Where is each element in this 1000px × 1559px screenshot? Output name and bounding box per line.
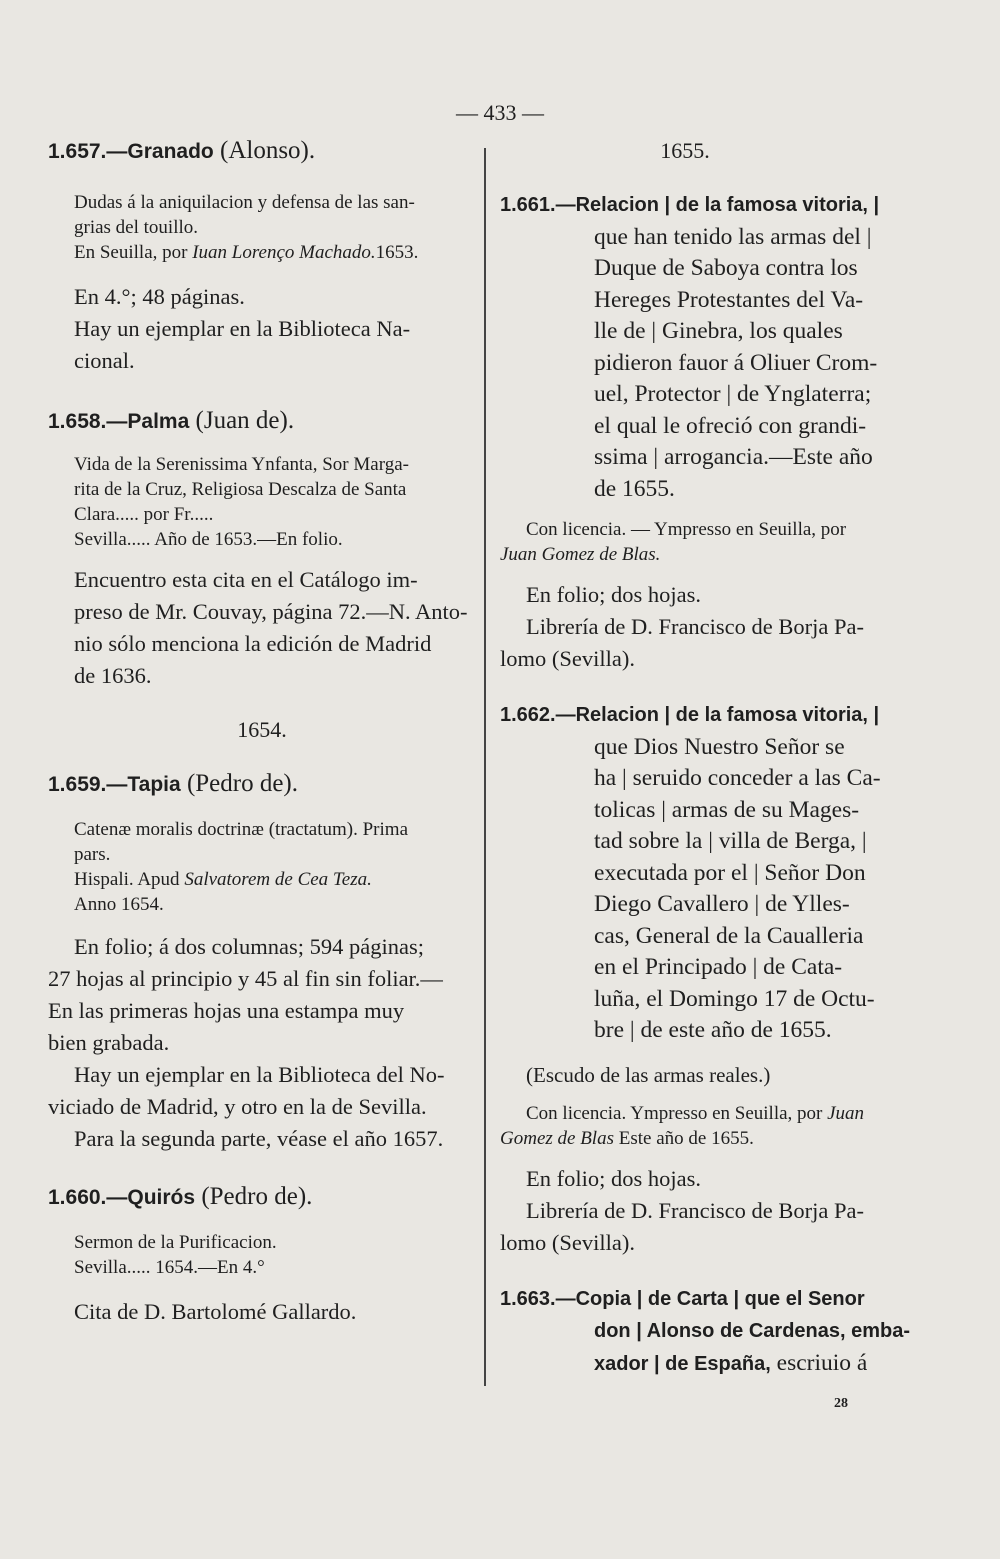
imprint-year: 1653. — [375, 242, 419, 263]
printer-name: Juan Gomez de Blas. — [500, 544, 661, 565]
title-line: que han tenido las armas del | — [594, 223, 872, 250]
note-line: En folio; á dos columnas; 594 páginas; — [74, 934, 424, 959]
title-line: executada por el | Señor Don — [594, 859, 866, 886]
title-line: Vida de la Serenissima Ynfanta, Sor Marga- — [74, 454, 409, 475]
title-line: Clara..... por Fr..... — [74, 504, 214, 525]
imprint-year: Este año de 1655. — [613, 1127, 754, 1149]
entry-heading — [48, 768, 476, 801]
entry-1663 — [500, 1283, 920, 1381]
note-line: bien grabada. — [48, 1030, 170, 1055]
title-line: Dudas á la aniquilacion y defensa de las san- — [74, 192, 415, 213]
title-line: luña, el Domingo 17 de Octu- — [594, 985, 875, 1012]
printer-name: Salvatorem de Cea Teza. — [184, 869, 372, 890]
printer-signature: 28 — [834, 1396, 848, 1411]
note-line: Hay un ejemplar en la Biblioteca del No- — [74, 1062, 445, 1087]
title-line: tad sobre la | villa de Berga, | — [594, 828, 867, 854]
entry-number: 1.663. — [500, 1287, 556, 1310]
entry-title-start: —Relacion | de la famosa vitoria, | — [555, 704, 880, 726]
imprint-text: Hispali. Apud — [74, 869, 185, 890]
printer-name: Iuan Lorenço Machado. — [192, 242, 376, 263]
entry-number: 1.662. — [500, 704, 556, 726]
entry-number: 1.659. — [48, 773, 107, 796]
note-line: En folio; dos hojas. — [526, 582, 701, 607]
title-line: grias del touillo. — [74, 217, 199, 238]
escudo-note: (Escudo de las armas reales.) — [526, 1062, 771, 1087]
title-line: cas, General de la Caualleria — [594, 922, 864, 949]
title-line: pars. — [74, 844, 111, 865]
entry-1658 — [48, 405, 476, 692]
entry-author: —Tapia — [106, 773, 181, 796]
title-line: lle de | Ginebra, los quales — [594, 318, 843, 344]
entry-number: 1.660. — [48, 1186, 107, 1209]
imprint-line — [500, 1101, 920, 1126]
title-line: que Dios Nuestro Señor se — [594, 733, 845, 760]
entry-heading — [500, 1283, 920, 1316]
entry-1661 — [500, 189, 920, 675]
note-line: 27 hojas al principio y 45 al fin sin foliar.— — [48, 966, 443, 991]
entry-number: 1.661. — [500, 194, 556, 216]
imprint-line — [48, 867, 476, 892]
note-line: Encuentro esta cita en el Catálogo im- — [74, 567, 418, 592]
title-line: de 1655. — [594, 475, 675, 502]
title-line — [500, 1348, 920, 1381]
imprint-line: Sevilla..... Año de 1653.—En folio. — [74, 529, 343, 550]
note-line: lomo (Sevilla). — [500, 646, 635, 671]
entry-1657 — [48, 135, 476, 377]
printer-name: Gomez de Blas — [500, 1127, 614, 1149]
entry-author-given: (Alonso). — [213, 137, 316, 164]
entry-number: 1.658. — [48, 410, 107, 433]
printer-name: Juan — [827, 1102, 865, 1124]
title-line: uel, Protector | de Ynglaterra; — [594, 381, 872, 407]
imprint-text: En Seuilla, por — [74, 242, 193, 263]
title-line: Hereges Protestantes del Va- — [594, 286, 864, 313]
title-line: en el Principado | de Cata- — [594, 954, 843, 980]
note-line: Librería de D. Francisco de Borja Pa- — [526, 614, 865, 639]
title-line: ha | seruido conceder a las Ca- — [594, 765, 881, 791]
entry-1659 — [48, 768, 476, 1155]
entry-author: —Palma — [106, 410, 190, 433]
entry-heading — [48, 405, 476, 438]
entry-author: —Quirós — [106, 1186, 196, 1209]
title-line: el qual le ofreció con grandi- — [594, 412, 867, 439]
imprint-line — [500, 1126, 920, 1151]
note-line: nio sólo menciona la edición de Madrid — [74, 631, 432, 656]
entry-heading — [500, 189, 920, 222]
page-number: — 433 — — [456, 100, 544, 125]
entry-heading — [500, 699, 920, 732]
title-line: ssima | arrogancia.—Este año — [594, 444, 873, 470]
entry-1660 — [48, 1181, 476, 1328]
note-line: En 4.°; 48 páginas. — [74, 284, 245, 309]
note-line: En folio; dos hojas. — [526, 1165, 701, 1191]
column-divider — [484, 148, 486, 1386]
entry-author-given: (Pedro de). — [180, 770, 299, 797]
entry-heading — [48, 135, 476, 168]
imprint-line — [48, 240, 476, 265]
imprint-text: Con licencia. Ympresso en Seuilla, por — [526, 1102, 828, 1124]
imprint-line: Anno 1654. — [74, 894, 164, 915]
title-bold: don | Alonso de Cardenas, emba- — [594, 1320, 911, 1342]
title-regular: escriuio á — [770, 1349, 868, 1376]
imprint-line: Sevilla..... 1654.—En 4.° — [74, 1257, 265, 1278]
entry-1662 — [500, 699, 920, 1259]
title-line: Duque de Saboya contra los — [594, 255, 858, 281]
entry-number: 1.657. — [48, 140, 107, 163]
title-line — [500, 1315, 920, 1348]
entry-title-start: —Relacion | de la famosa vitoria, | — [555, 194, 880, 216]
entry-author-given: (Pedro de). — [195, 1183, 313, 1210]
title-line: bre | de este año de 1655. — [594, 1017, 832, 1043]
title-line: Catenæ moralis doctrinæ (tractatum). Prima — [74, 819, 409, 840]
note-line: Hay un ejemplar en la Biblioteca Na- — [74, 316, 411, 341]
left-column — [48, 135, 476, 1328]
entry-title-start: —Copia | de Carta | que el Senor — [555, 1287, 865, 1310]
note-line: preso de Mr. Couvay, página 72.—N. Anto- — [74, 599, 468, 624]
entry-author: —Granado — [106, 140, 214, 163]
title-line: pidieron fauor á Oliuer Crom- — [594, 349, 878, 376]
note-line: lomo (Sevilla). — [500, 1229, 635, 1255]
note-line: Cita de D. Bartolomé Gallardo. — [74, 1299, 357, 1324]
title-line: Sermon de la Purificacion. — [74, 1232, 277, 1253]
note-line: de 1636. — [74, 663, 152, 688]
right-column — [500, 135, 920, 1380]
note-line: En las primeras hojas una estampa muy — [48, 998, 405, 1023]
title-line: Diego Cavallero | de Ylles- — [594, 891, 850, 917]
title-line: tolicas | armas de su Mages- — [594, 796, 860, 823]
note-line: Librería de D. Francisco de Borja Pa- — [526, 1197, 865, 1223]
note-line: cional. — [74, 348, 135, 373]
note-line: viciado de Madrid, y otro en la de Sevilla. — [48, 1094, 427, 1119]
imprint-line: Con licencia. — Ympresso en Seuilla, por — [526, 519, 847, 540]
title-bold: xador | de España, — [594, 1352, 771, 1375]
entry-author-given: (Juan de). — [189, 407, 295, 434]
year-heading: 1654. — [237, 717, 287, 742]
title-line: rita de la Cruz, Religiosa Descalza de Santa — [74, 479, 407, 500]
note-line: Para la segunda parte, véase el año 1657. — [74, 1126, 444, 1151]
year-heading: 1655. — [660, 138, 710, 163]
entry-heading — [48, 1181, 476, 1214]
